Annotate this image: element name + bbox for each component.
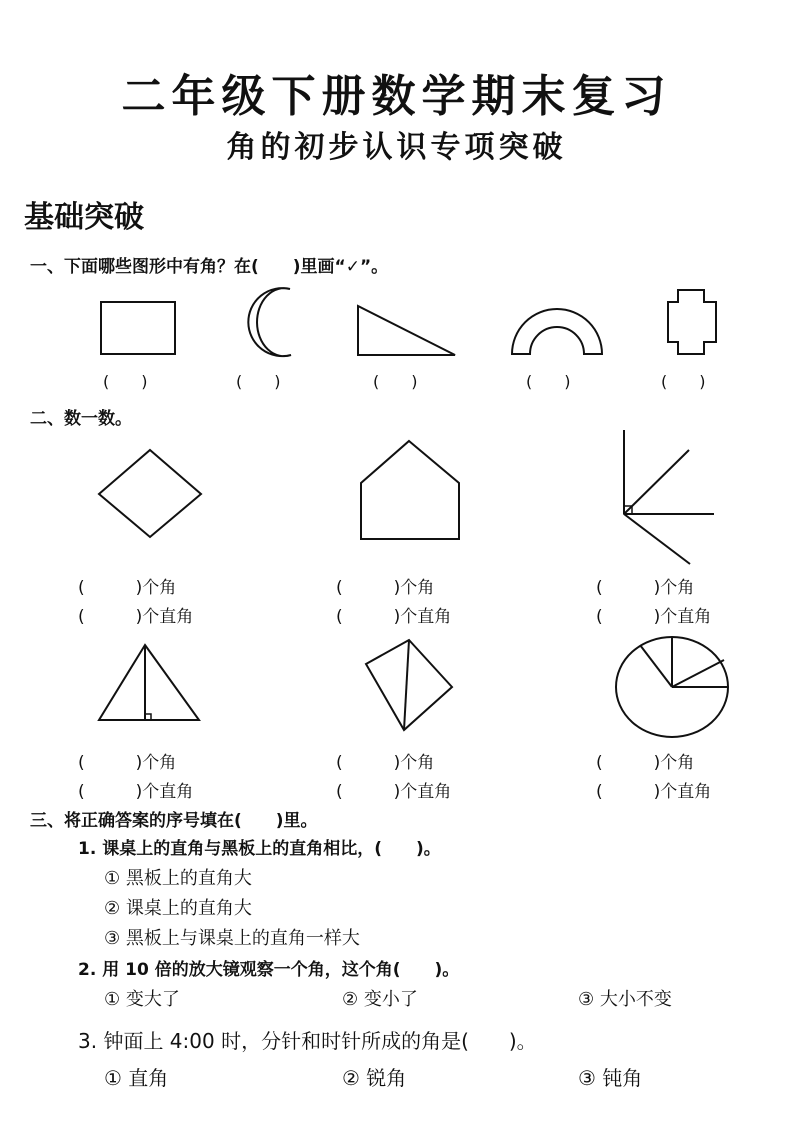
q3-prompt: 三、将正确答案的序号填在( )里。	[30, 811, 318, 831]
q2-right-pentagon[interactable]: ( )个直角	[336, 607, 452, 627]
q3-item-1-option-3[interactable]: ③ 黑板上与课桌上的直角一样大	[104, 928, 360, 949]
q2-right-rays[interactable]: ( )个直角	[596, 607, 712, 627]
q2-right-split-triangle[interactable]: ( )个直角	[78, 782, 194, 802]
page-title: 二年级下册数学期末复习	[121, 71, 672, 122]
q1-answer-paren-5[interactable]: ( )	[661, 372, 706, 391]
q1-answer-paren-4[interactable]: ( )	[526, 372, 571, 391]
q1-answer-paren-1[interactable]: ( )	[103, 372, 148, 391]
q2-count-pentagon[interactable]: ( )个角	[336, 578, 435, 598]
q3-item-1-stem: 1. 课桌上的直角与黑板上的直角相比，( )。	[78, 839, 441, 859]
q3-item-3-stem: 3. 钟面上 4:00 时，分针和时针所成的角是( )。	[78, 1029, 537, 1053]
q2-right-kite[interactable]: ( )个直角	[336, 782, 452, 802]
q2-right-diamond[interactable]: ( )个直角	[78, 607, 194, 627]
q2-count-split-triangle[interactable]: ( )个角	[78, 753, 177, 773]
q2-prompt: 二、数一数。	[30, 409, 132, 429]
page-subtitle: 角的初步认识专项突破	[226, 130, 567, 165]
q2-count-circle[interactable]: ( )个角	[596, 753, 695, 773]
q3-item-1-option-2[interactable]: ② 课桌上的直角大	[104, 898, 252, 919]
q3-item-3-option-1[interactable]: ① 直角	[104, 1066, 169, 1090]
q1-prompt: 一、下面哪些图形中有角？在( )里画“✓”。	[30, 257, 389, 277]
q1-answer-paren-3[interactable]: ( )	[373, 372, 418, 391]
q2-count-diamond[interactable]: ( )个角	[78, 578, 177, 598]
q3-item-2-option-2[interactable]: ② 变小了	[342, 989, 418, 1010]
q1-answer-paren-2[interactable]: ( )	[236, 372, 281, 391]
q2-right-circle[interactable]: ( )个直角	[596, 782, 712, 802]
q3-item-1-option-1[interactable]: ① 黑板上的直角大	[104, 868, 252, 889]
q3-item-2-option-3[interactable]: ③ 大小不变	[578, 989, 672, 1010]
q3-item-2-option-1[interactable]: ① 变大了	[104, 989, 180, 1010]
section-title: 基础突破	[24, 200, 144, 235]
q2-count-rays[interactable]: ( )个角	[596, 578, 695, 598]
q3-item-3-option-2[interactable]: ② 锐角	[342, 1066, 407, 1090]
q3-item-3-option-3[interactable]: ③ 钝角	[578, 1066, 643, 1090]
q2-count-kite[interactable]: ( )个角	[336, 753, 435, 773]
q3-item-2-stem: 2. 用 10 倍的放大镜观察一个角，这个角( )。	[78, 960, 460, 980]
